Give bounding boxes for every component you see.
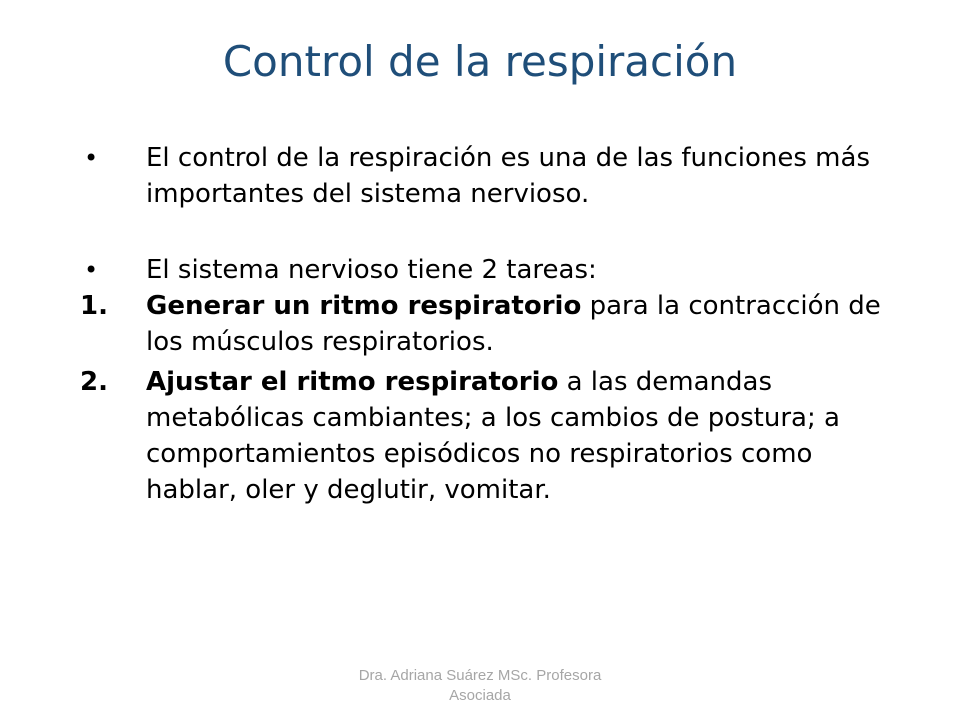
numbered-item	[70, 288, 900, 360]
bullet-marker: •	[84, 256, 99, 284]
slide-body	[70, 140, 900, 508]
slide-footer: Dra. Adriana Suárez MSc. Profesora Asociada	[358, 667, 602, 704]
bullet-text: El control de la respiración es una de las funciones más importantes del sistema nervioso.	[146, 143, 870, 209]
bullet-text: El sistema nervioso tiene 2 tareas:	[146, 255, 597, 285]
numbered-item	[70, 364, 900, 508]
number-marker: 1.	[80, 291, 108, 321]
slide-title: Control de la respiración	[222, 37, 738, 86]
bullet-item	[70, 252, 900, 288]
numbered-bold-text: Generar un ritmo respiratorio	[146, 291, 582, 321]
numbered-bold-text: Ajustar el ritmo respiratorio	[146, 367, 559, 397]
number-marker: 2.	[80, 367, 108, 397]
bullet-item	[70, 140, 900, 212]
numbered-text: para la contracción de los músculos respiratorios.	[146, 291, 881, 357]
numbered-text: a las demandas metabólicas cambiantes; a los cambios de postura; a comportamientos episódicos no respiratorios como hablar, oler y deglutir, vomitar.	[146, 367, 840, 505]
bullet-marker: •	[84, 144, 99, 172]
